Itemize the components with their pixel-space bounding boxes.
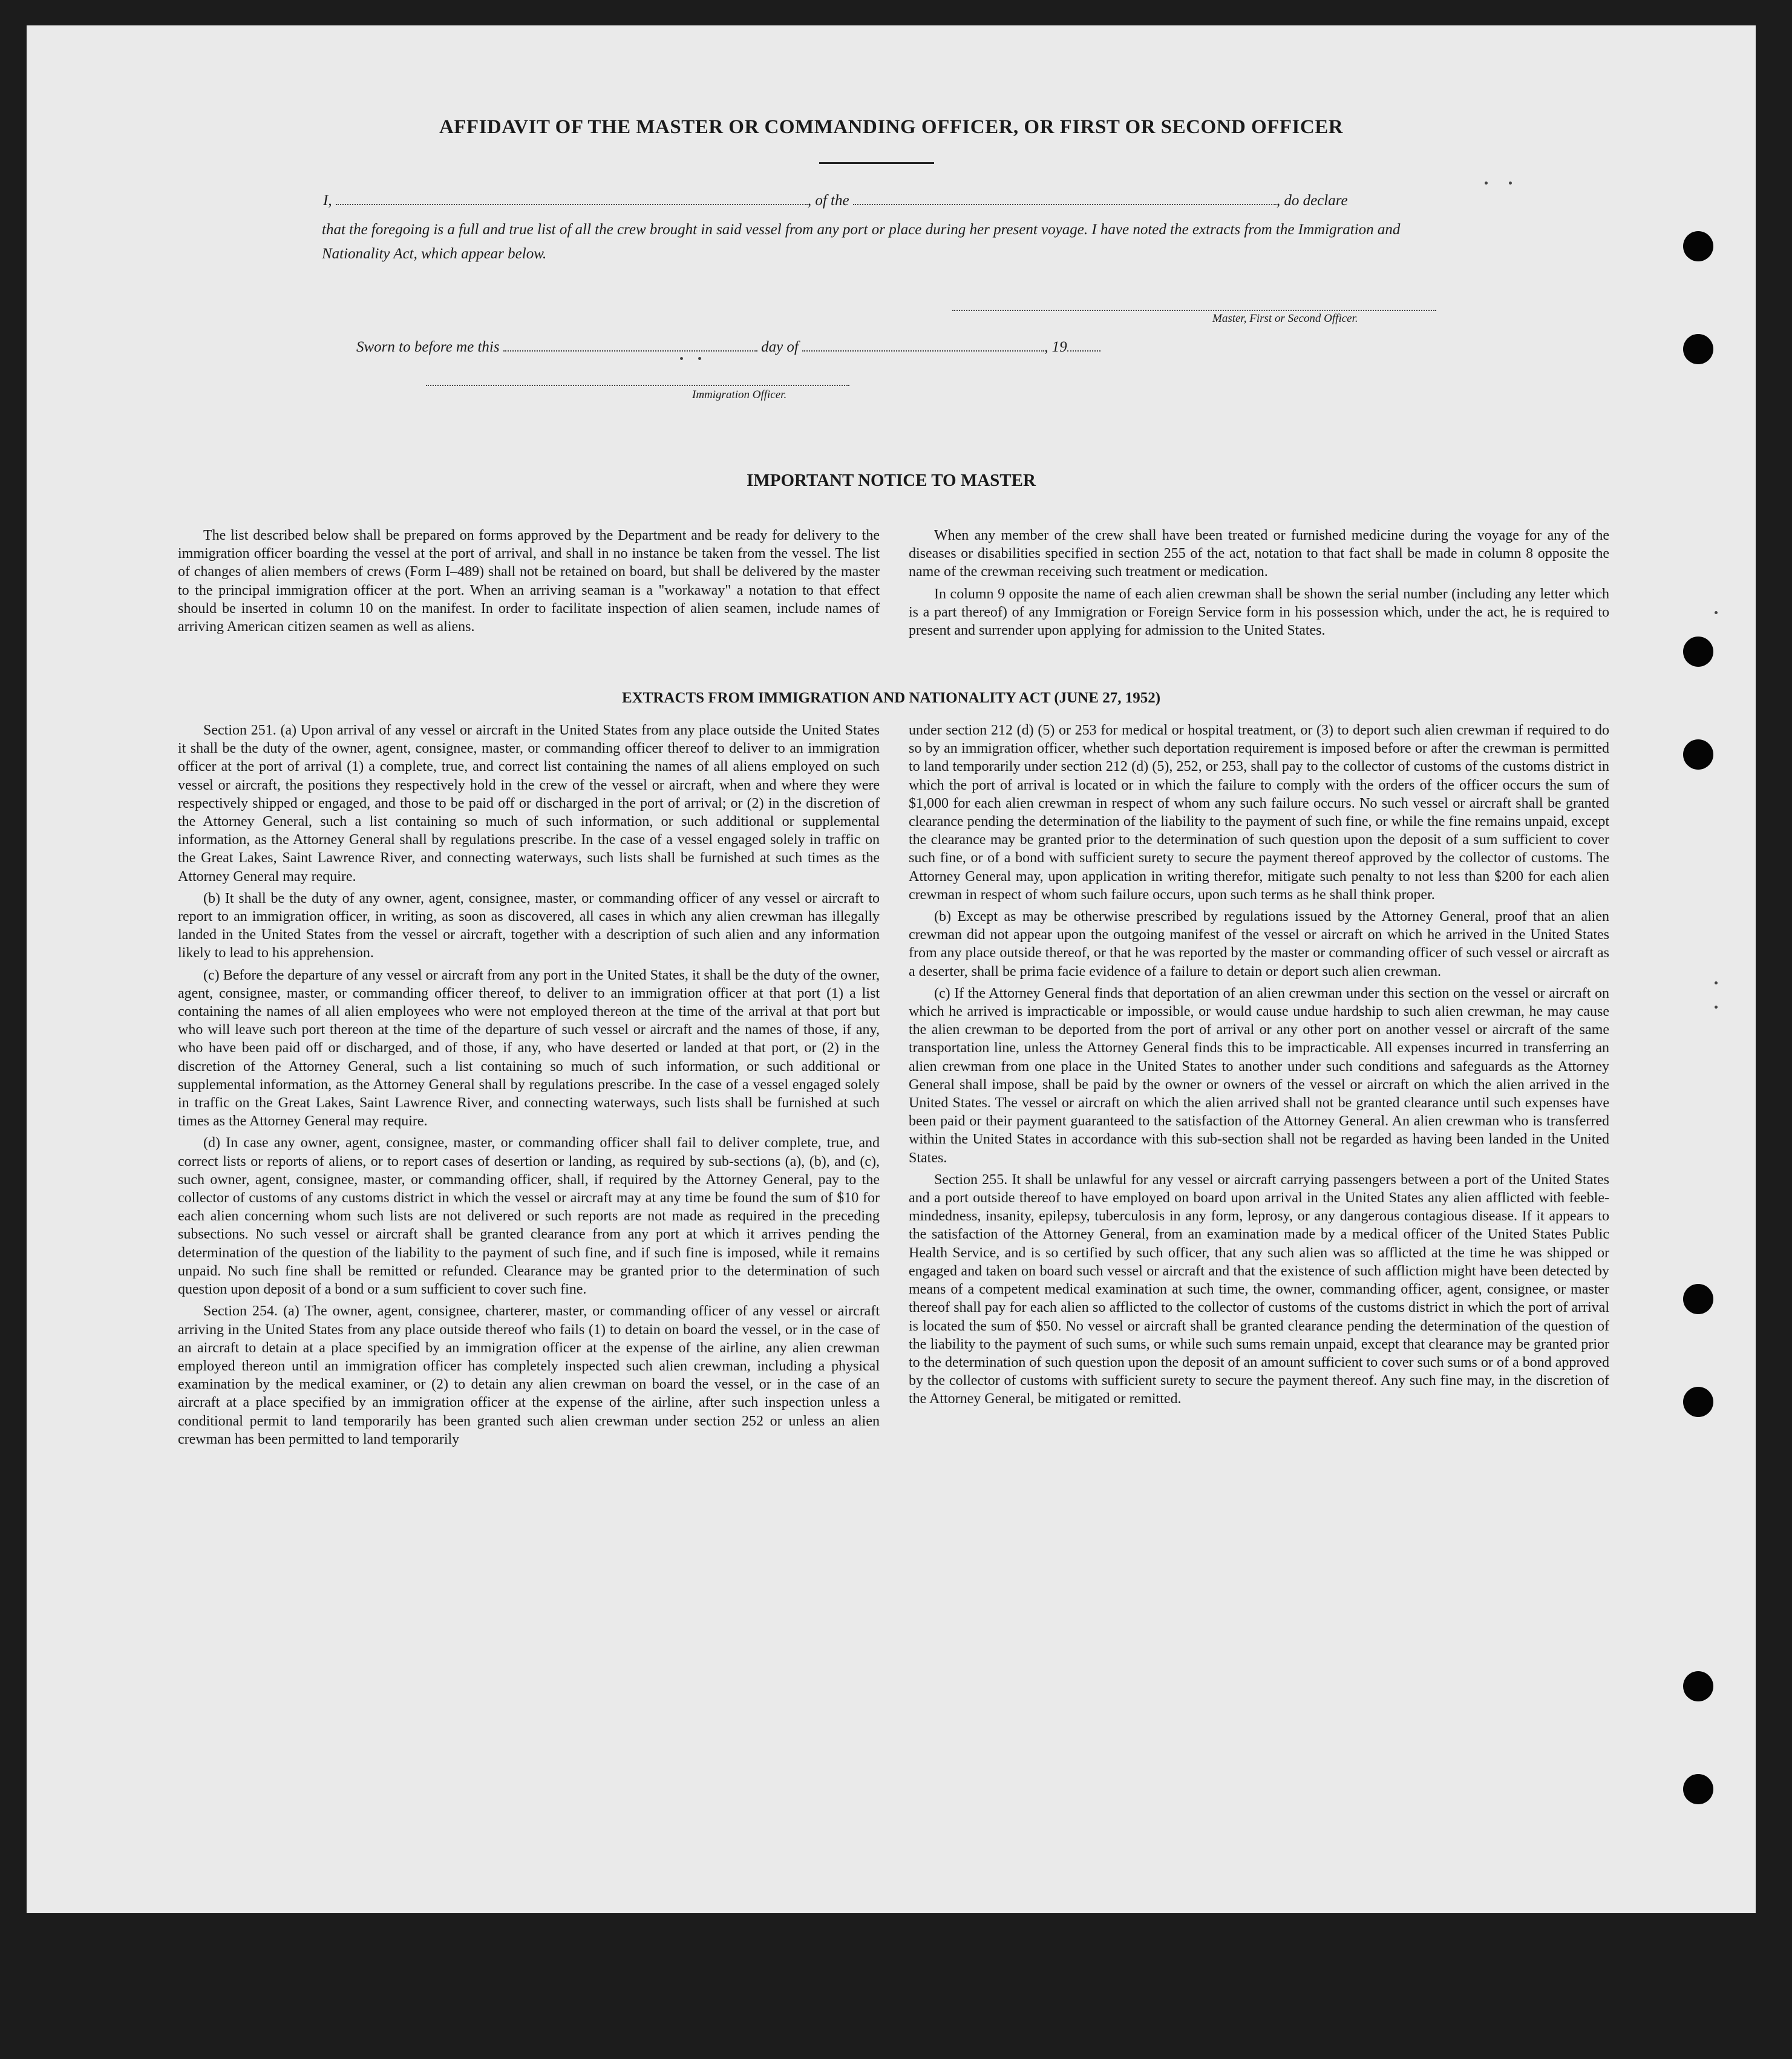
sworn-line <box>356 335 1264 359</box>
section-254a-continued: under section 212 (d) (5) or 253 for medical or hospital treatment, or (3) to deport such alien crewman if required to do so by an immigration officer, whether such deportation requirement is imposed before or after the crewman is permitted to land temporarily under section 212 (d) (5), 252, or 253, shall pay to the collector of customs of the customs district in which the port of arrival is located or in which the failure to comply with the orders of the officer occurs the sum of $1,000 for each alien crewman in respect of whom any such failure occurs. No such vessel or aircraft shall be granted clearance pending the determination of the liability to the payment of such fine, or while the fine remains unpaid, except the clearance may be granted prior to the determination of such question upon the deposit of a sum sufficient to cover such fine, or of a bond with sufficient surety to secure the payment thereof approved by the collector of customs. The Attorney General may, upon application in writing therefor, mitigate such penalty to not less than $200 for each alien crewman in respect of whom such failure occurs, upon such terms as he shall think proper. <box>909 722 1609 903</box>
extracts-heading: EXTRACTS FROM IMMIGRATION AND NATIONALITY ACT (JUNE 27, 1952) <box>621 690 1161 706</box>
section-251c: (c) Before the departure of any vessel or aircraft from any port in the United States, it shall be the duty of the owner, agent, consignee, master, or commanding officer thereof, to deliver to an immigration officer at that port (1) a list containing the names of all alien employees who were not employed thereon at the time of the arrival at that port but who will leave such port thereon at the time of the departure of such vessel or aircraft and the names of those, if any, who have been paid off or discharged, and of those, if any, who have deserted or landed at that port, or (2) in the discretion of the Attorney General, such a list containing so much of such information, or such additional or supplemental information, as the Attorney General shall by regulations prescribe. In the case of a vessel engaged solely in traffic on the Great Lakes, Saint Lawrence River, and connecting waterways, such lists shall be furnished at such times as the Attorney General may require. <box>178 967 880 1130</box>
year-label: , 19 <box>1044 339 1067 355</box>
extracts-left-column <box>178 721 880 1452</box>
speck <box>1715 1006 1718 1009</box>
notice-left-column <box>178 526 880 640</box>
section-251a: Section 251. (a) Upon arrival of any vessel or aircraft in the United States from any place outside the United States it shall be the duty of the owner, agent, consignee, master, or commanding officer thereof to deliver to an immigration officer at the port of arrival (1) a complete, true, and correct list containing the names of all aliens employed on such vessel or aircraft, the positions they respectively hold in the crew of the vessel or aircraft, when and where they were respectively shipped or engaged, and those to be paid off or discharged in the port of arrival; or (2) in the discretion of the Attorney General, such a list containing so much of such information, or such additional or supplemental information, as the Attorney General shall by regulations prescribe. In the case of a vessel engaged solely in traffic on the Great Lakes, Saint Lawrence River, and connecting waterways, such lists shall be furnished at such times as the Attorney General may require. <box>178 722 880 885</box>
document-page <box>27 25 1756 1913</box>
officer-signature-line[interactable] <box>426 385 849 386</box>
extracts-right-column <box>909 721 1609 1412</box>
section-254c: (c) If the Attorney General finds that deportation of an alien crewman under this section on the vessel or aircraft on which he arrived is impracticable or impossible, or would cause undue hardship to such alien crewman, he may cause the alien crewman to be deported from the port of arrival or any other port on another vessel or aircraft of the same transportation line, unless the Attorney General finds this to be impracticable. All expenses incurred in transferring an alien crewman from one place in the United States to another under such conditions and safeguards as the Attorney General shall impose, shall be paid by the owner or owners of the vessel or aircraft on which the alien arrived in the United States. The vessel or aircraft on which the alien arrived shall not be granted clearance until such expenses have been paid or their payment guaranteed to the satisfaction of the Attorney General. An alien crewman who is transferred within the United States in accordance with this sub-section shall not be regarded as having been landed in the United States. <box>909 985 1609 1166</box>
section-254a: Section 254. (a) The owner, agent, consignee, charterer, master, or commanding officer of any vessel or aircraft arriving in the United States from any place outside thereof who fails (1) to detain on board the vessel, or in the case of an aircraft to detain at a place specified by an immigration officer at the expense of the airline, any alien crewman employed thereon until an immigration officer has completely inspected such alien crewman, including a physical examination by the medical examiner, or (2) to detain any alien crewman on board the vessel, or in the case of an aircraft at a place specified by an immigration officer at the expense of the airline, after such inspection unless a conditional permit to land temporarily has been granted such alien crewman under section 252 or unless an alien crewman has been permitted to land temporarily <box>178 1303 880 1447</box>
punch-hole <box>1683 231 1713 261</box>
master-signature-line[interactable] <box>952 310 1436 311</box>
master-caption: Master, First or Second Officer. <box>1212 312 1358 325</box>
declaration-line <box>323 189 1485 213</box>
punch-hole <box>1683 1671 1713 1701</box>
speck <box>1509 182 1512 185</box>
notice-right-paragraph: When any member of the crew shall have been treated or furnished medicine during the voyage for any of the diseases or disabilities specified in section 255 of the act, notation to that fact shall be made in column 8 opposite the name of the crewman receiving such treatment or medication. <box>909 528 1609 580</box>
title-underline <box>819 162 934 164</box>
punch-hole <box>1683 1774 1713 1804</box>
notice-right-paragraph: In column 9 opposite the name of each alien crewman shall be shown the serial number (including any letter which is a part thereof) of any Immigration or Foreign Service form in his possession which, under the act, he is required to present and surrender upon applying for admission to the United States. <box>909 586 1609 639</box>
sworn-day-field[interactable] <box>503 338 757 352</box>
sworn-label: Sworn to before me this <box>356 339 500 355</box>
declaration-do-declare: , do declare <box>1276 192 1348 209</box>
declaration-of-the: , of the <box>807 192 849 209</box>
notice-right-column <box>909 526 1609 643</box>
day-of-label: day of <box>761 339 799 355</box>
declaration-body: that the foregoing is a full and true list of all the crew brought in said vessel from any port or place during her present voyage. I have noted the extracts from the Immigration and Nationality Act, which appear below. <box>322 221 1401 262</box>
section-255: Section 255. It shall be unlawful for any vessel or aircraft carrying passengers between a port of the United States and a port outside thereof to have employed on board upon arrival in the United States any alien afflicted with feeble-mindedness, insanity, epilepsy, tuberculosis in any form, leprosy, or any dangerous contagious disease. If it appears to the satisfaction of the Attorney General, from an examination made by a medical officer of the United States Public Health Service, and is so certified by such officer, that any such alien was so afflicted at the time he was shipped or engaged and taken on board such vessel or aircraft and that the existence of such affliction might have been detected by means of a competent medical examination at such time, the owner, commanding officer, agent, consignee, or master thereof shall pay for each alien so afflicted to the collector of customs of the customs district in which the port of arrival is located the sum of $50. No vessel or aircraft shall be granted clearance pending the determination of the question of the liability to the payment of such sums, or while such sums remain unpaid, except that clearance may be granted prior to the determination of such question upon the deposit of an amount sufficient to cover such sums or of a bond approved by the collector of customs with sufficient surety to secure the payment thereof. Any such fine may, in the discretion of the Attorney General, be mitigated or remitted. <box>909 1171 1609 1407</box>
affidavit-title: AFFIDAVIT OF THE MASTER OR COMMANDING OFFICER, OR FIRST OR SECOND OFFICER <box>439 116 1344 138</box>
notice-left-paragraph: The list described below shall be prepared on forms approved by the Department and be ready for delivery to the immigration officer boarding the vessel at the port of arrival, and shall in no instance be taken from the vessel. The list of changes of alien members of crews (Form I–489) shall not be retained on board, but shall be delivered by the master to the principal immigration officer at the port. When an arriving seaman is a "workaway" a notation to that effect should be inserted in column 10 on the manifest. In order to facilitate inspection of alien seamen, include names of arriving American citizen seamen as well as aliens. <box>178 528 880 635</box>
notice-heading: IMPORTANT NOTICE TO MASTER <box>747 471 1036 490</box>
officer-caption: Immigration Officer. <box>692 388 787 401</box>
punch-hole <box>1683 637 1713 667</box>
section-254b: (b) Except as may be otherwise prescribed by regulations issued by the Attorney General, proof that an alien crewman did not appear upon the outgoing manifest of the vessel or aircraft on which he arrived in the United States from any place outside thereof, or that he was reported by the master or commanding officer of such vessel or aircraft as a deserter, shall be prima facie evidence of a failure to detain or deport such alien crewman. <box>909 909 1609 980</box>
speck <box>698 357 701 360</box>
speck <box>1715 981 1718 984</box>
speck <box>1715 611 1718 614</box>
sworn-month-field[interactable] <box>802 338 1044 352</box>
declaration-i: I, <box>323 192 332 209</box>
section-251b: (b) It shall be the duty of any owner, agent, consignee, master, or commanding officer of any vessel or aircraft to report to an immigration officer, in writing, as soon as discovered, all cases in which any alien crewman has illegally landed in the United States from the vessel or aircraft, together with a description of such alien and any information likely to lead to his apprehension. <box>178 890 880 961</box>
section-251d: (d) In case any owner, agent, consignee, master, or commanding officer shall fail to deliver complete, true, and correct lists or reports of aliens, or to report cases of desertion or landing, as required by sub-sections (a), (b), and (c), such owner, agent, consignee, master, or commanding officer, shall, if required by the Attorney General, pay to the collector of customs of any customs district in which the vessel or aircraft may at any time be found the sum of $10 for each alien concerning whom such lists are not delivered or such reports are not made as required in the preceding subsections. No such vessel or aircraft shall be granted clearance from any port at which it arrives pending the determination of the question of the liability to the payment of such fine, and if such fine is imposed, while it remains unpaid. No such fine shall be remitted or refunded. Clearance may be granted prior to the determination of such question upon deposit of a bond or a sum sufficient to cover such fine. <box>178 1135 880 1298</box>
speck <box>680 357 683 360</box>
punch-hole <box>1683 739 1713 770</box>
vessel-field[interactable] <box>853 192 1277 205</box>
name-field[interactable] <box>336 192 808 205</box>
punch-hole <box>1683 1284 1713 1314</box>
year-field[interactable] <box>1067 338 1100 352</box>
punch-hole <box>1683 1387 1713 1417</box>
speck <box>1485 182 1488 185</box>
punch-hole <box>1683 334 1713 364</box>
